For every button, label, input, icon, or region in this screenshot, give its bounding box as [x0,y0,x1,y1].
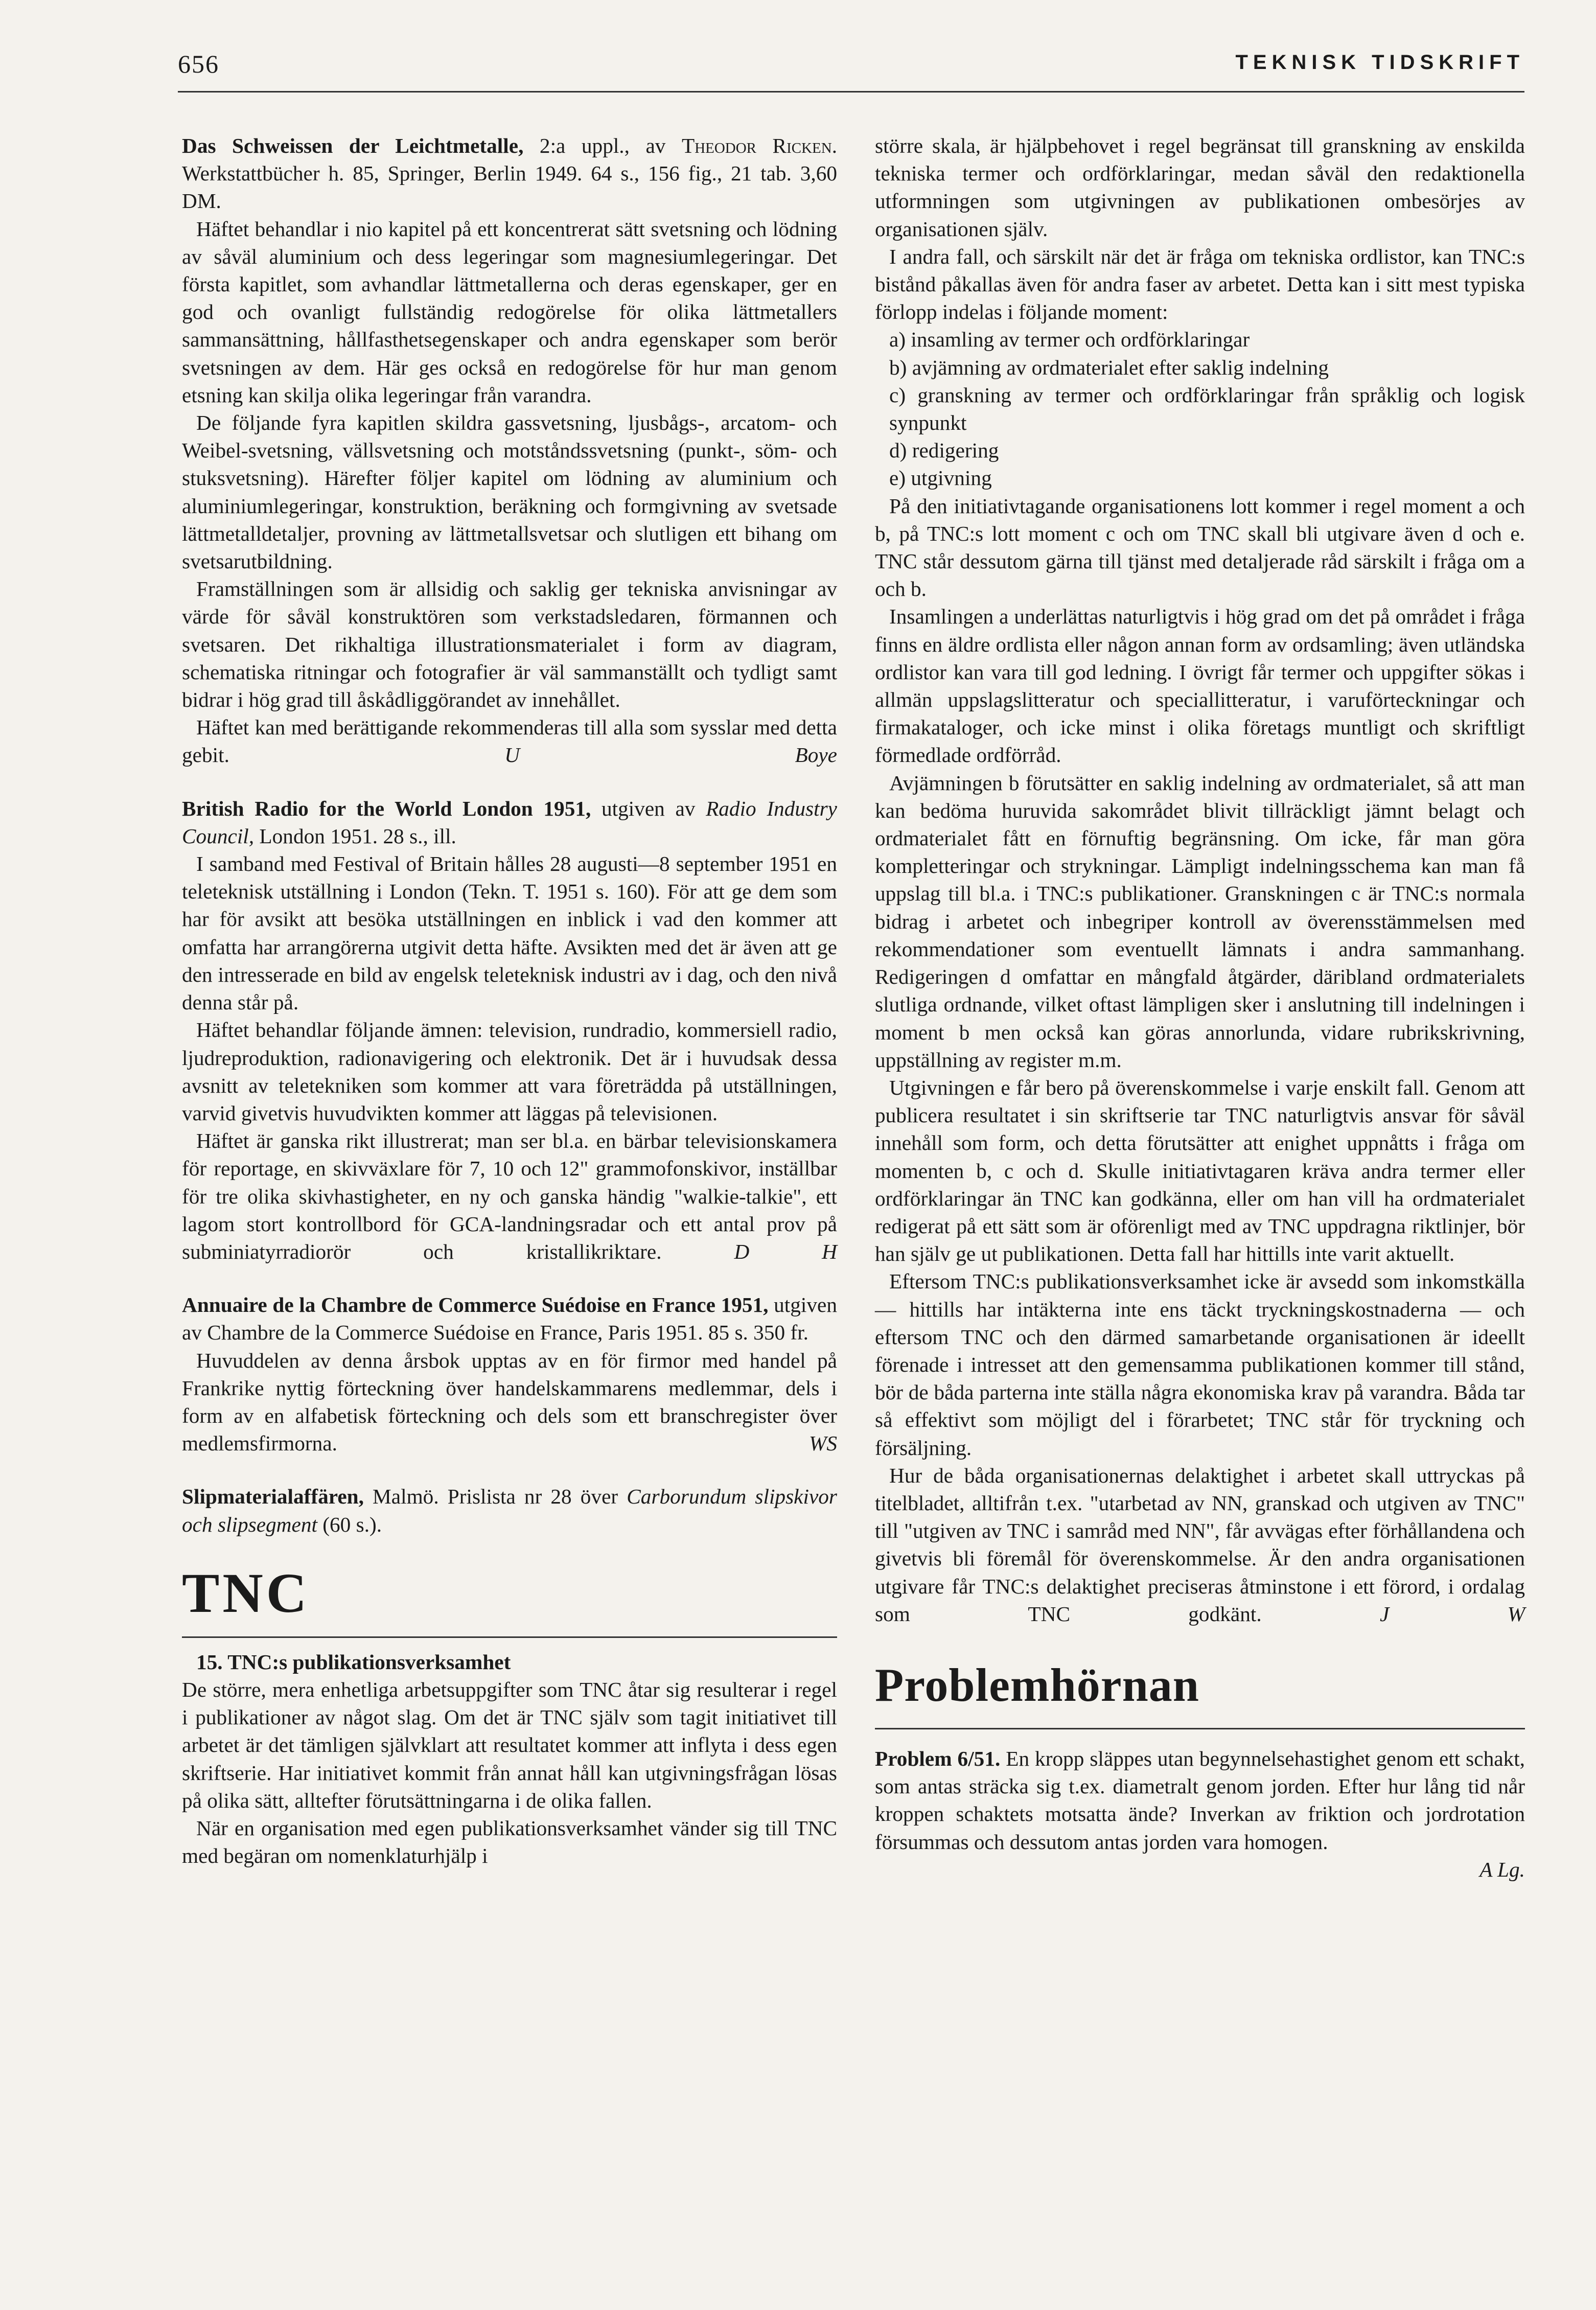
closing-paragraph [182,713,837,769]
paragraph: Utgivningen e får bero på överenskommelse i varje enskilt fall. Genom att publicera resultatet i sin skriftserie tar TNC naturligtvis ansvar för såväl innehåll som form, och detta förutsätter att enighet uppnåtts i fråga om momenten b, c och d. Skulle initiativtagaren kräva andra termer eller ordförklaringar än TNC kan godkänna, eller om han vill ha ordmaterialet redigerat på ett sätt som är oförenligt med av TNC uppdragna riktlinjer, bör han själv ge ut publikationen. Detta fall har hittills inte varit aktuellt. [875,1075,1525,1266]
review-british-radio [182,795,837,1265]
catalog-title: Carborundum slipskivor och slipsegment [182,1485,837,1536]
problem-text [875,1745,1525,1856]
publication-details: utgiven av Chambre de la Commerce Suédoise en France, Paris 1951. 85 s. 350 fr. [182,1293,837,1345]
problem-signature: A Lg. [1479,1857,1525,1881]
paragraph: De större, mera enhetliga arbetsuppgifter som TNC åtar sig resulterar i regel i publikationer av något slag. Om det är TNC själv som tagit initiativet till arbetet är det tämligen självklart att resultatet kommer att inflyta i dess egen skriftserie. Har initiativet kommit från annat håll kan utgivningsfrågan lösas på olika sätt, alltefter förutsättningarna i de olika fallen. [182,1677,837,1812]
publisher-name: Radio Industry Council, [182,796,837,848]
reviewer-signature: WS [808,1431,837,1456]
paragraph: större skala, är hjälpbehovet i regel begränsat till granskning av enskilda tekniska termer och ordförklaringar, medan såväl den redaktionella utformningen som utgivningen av publikationen ombesörjes av organisationen själv. [875,134,1525,241]
paragraph: Häftet behandlar i nio kapitel på ett koncentrerat sätt svetsning och lödning av såväl aluminium och dess legeringar som magnesiumlegeringar. Det första kapitlet, som avhandlar lättmetallerna och deras egenskaper, ger en god och ovanligt fullständig redogörelse för olika lättmetallers sammansättning, hållfasthetsegenskaper och andra egenskaper som berör svetsningen av dem. Här ges också en redogörelse för hur man genom etsning kan skilja olika legeringar från varandra. [182,217,837,407]
closing-paragraph [182,1347,837,1458]
list-item: e) utgivning [889,466,992,490]
lead-text: utgiven av [591,796,706,820]
list-item: b) avjämning av ordmaterialet efter saklig indelning [889,355,1329,379]
paragraph-text: Häftet är ganska rikt illustrerat; man ser bl.a. en bärbar televisionskamera för reportage, en skivväxlare för 7, 10 och 12" grammofonskivor, inställbar för tre olika skivhastigheter, en ny och ganska händig "walkie-talkie", ett lagom stort kontrollbord för GCA-landningsradar och ett antal prov på subminiatyrradiorör och kristallikriktare. [182,1129,837,1263]
review-header [182,795,837,850]
closing-paragraph [182,1127,837,1265]
paragraph-text: Huvuddelen av denna årsbok upptas av en för firmor med handel på Frankrike nyttig förteckning över handelskammarens medlemmar, dels i form av en alfabetisk förteckning och dels som ett branschregister över medlemsfirmorna. [182,1348,837,1456]
publication-tail: (60 s.). [317,1512,382,1536]
section-number: 15. [196,1650,223,1674]
publication-details: Malmö. Prislista nr 28 över [363,1485,627,1509]
paragraph: Eftersom TNC:s publikationsverksamhet icke är avsedd som inkomstkälla — hittills har intäkterna inte ens täckt tryckningskostnaderna — och eftersom TNC och den därmed samarbetande organisationen är ideellt förenade i intresset att den gemensamma publikationen kommer till stånd, bör de båda parterna inte ställa några ekonomiska krav på varandra. Båda tar så effektivt som möjligt del i förarbetet; TNC står för tryckning och försäljning. [875,1269,1525,1460]
problem-corner-heading: Problemhörnan [875,1658,1199,1711]
book-title: Slipmaterialaffären, [182,1485,364,1509]
section-rule [875,1728,1525,1729]
subheading-text: TNC:s publikationsverksamhet [227,1650,511,1674]
author-signature: J W [1379,1602,1525,1626]
paragraph: De följande fyra kapitlen skildra gassvetsning, ljusbågs-, arcatom- och Weibel-svetsning, vällsvetsning och motståndssvetsning (punkt-, söm- och stuksvetsning). Härefter följer kapitel om lödning av aluminium och aluminiumlegeringar, konstruktion, beräkning och formgivning av svetsade lättmetalldetaljer, provning av lättmetallsvetsar och slutligen ett bihang om svetsarutbildning. [182,411,837,573]
paragraph: Häftet behandlar följande ämnen: television, rundradio, kommersiell radio, ljudreproduktion, radionavigering och elektronik. Det är i huvudsak dessa avsnitt av teletekniken som kommer att vara företrädda på utställningen, varvid givetvis huvudvikten kommer att läggas på televisionen. [182,1018,837,1125]
paragraph: När en organisation med egen publikationsverksamhet vänder sig till TNC med begäran om nomenklaturhjälp i [182,1816,837,1868]
book-title: British Radio for the World London 1951, [182,796,591,820]
paragraph: I andra fall, och särskilt när det är fråga om tekniska ordlistor, kan TNC:s bistånd påkallas även för andra faser av arbetet. Detta kan i sitt mest typiska förlopp indelas i följande moment: [875,244,1525,324]
list-item: c) granskning av termer och ordförklaringar från språklig och logisk synpunkt [889,383,1525,435]
page-number: 656 [178,50,219,78]
publication-details: . Werkstattbücher h. 85, Springer, Berlin 1949. 64 s., 156 fig., 21 tab. 3,60 DM. [182,134,838,213]
edition-text: 2:a uppl., av [523,134,682,157]
section-rule [182,1636,837,1638]
author-name: Theodor Ricken [681,134,832,157]
book-title: Das Schweissen der Leichtmetalle, [182,134,524,157]
reviewer-signature: U Boye [504,743,838,767]
paragraph-text: Hur de båda organisationernas delaktighet i arbetet skall uttryckas på titelbladet, alltifrån t.ex. "utarbetad av NN, granskad och utgiven av TNC" till "utgiven av TNC i samråd med NN", får avvägas efter förhållandena och givetvis bli föremål för överenskommelse. Är den andra organisationen utgivare får TNC:s delaktighet preciseras åtminstone i ett förord, i ordalag som TNC godkänt. [875,1463,1525,1626]
paragraph: Avjämningen b förutsätter en saklig indelning av ordmaterialet, så att man kan bedöma huruvida sakområdet blivit tillräckligt jämnt belagt och ordmaterialet fått en förnuftig begränsning. Om icke, får man göra kompletteringar och strykningar. Lämpligt indelningsschema kan man få uppslag till bl.a. i TNC:s publikationer. Granskningen c är TNC:s normala bidrag i arbetet och inbegriper kontroll av överensstämmelsen med rekommendationer som eventuellt lämnats i andra sammanhang. Redigeringen d omfattar en mångfald åtgärder, däribland ordmaterialets slutliga ordnande, vilket oftast lämpligen sker i anslutning till indelningen i moment b men också kan göras annorlunda, vidare rubrikskrivning, uppställning av register m.m. [875,771,1525,1072]
tnc-subheading [182,1648,837,1676]
moment-list [875,326,1525,492]
tnc-section-heading: TNC [182,1561,310,1624]
list-item: a) insamling av termer och ordförklaringar [889,328,1250,352]
problem-signature-line [875,1856,1525,1883]
journal-title: TEKNISK TIDSKRIFT [1235,51,1524,74]
header-rule [178,91,1524,93]
problem-body: En kropp släppes utan begynnelsehastighet genom ett schakt, som antas sträcka sig t.ex. diametralt genom jorden. Efter hur lång tid når kroppen schaktets motsatta ände? Inverkan av friktion och jordrotation försummas och dessutom antas jorden vara homogen. [875,1746,1525,1854]
right-column [875,132,1525,1883]
paragraph: Framställningen som är allsidig och saklig ger tekniska anvisningar av värde för såväl konstruktören som verkstadsledaren, förmannen och svetsaren. Det rikhaltiga illustrationsmaterialet i form av diagram, schematiska ritningar och fotografier är väl sammanställt och tydligt samt bidrar i hög grad till åskådliggörandet av innehållet. [182,577,837,712]
review-header [182,1291,837,1346]
review-schweissen [182,132,837,769]
problem-label: Problem 6/51. [875,1746,1001,1770]
spacer [182,1265,837,1291]
list-item: d) redigering [889,438,999,463]
review-header [182,132,837,215]
book-title: Annuaire de la Chambre de Commerce Suédoise en France 1951, [182,1293,769,1317]
paragraph: I samband med Festival of Britain hålles 28 augusti—8 september 1951 en teleteknisk utställning i London (Tekn. T. 1951 s. 160). För att ge dem som har för avsikt att besöka utställningen en inblick i vad den kommer att omfatta har arrangörerna utgivit detta häfte. Avsikten med det är även att ge den intresserade en bild av engelsk teleteknisk industri av i dag, och den nivå denna står på. [182,852,837,1014]
closing-paragraph [875,1462,1525,1628]
paragraph: På den initiativtagande organisationens lott kommer i regel moment a och b, på TNC:s lott moment c och om TNC skall bli utgivare även d och e. TNC står dessutom gärna till tjänst med detaljerade råd särskilt i fråga om a och b. [875,494,1525,601]
publication-details: London 1951. 28 s., ill. [254,824,456,848]
left-column [182,132,837,1869]
paragraph-text: Häftet kan med berättigande rekommenderas till alla som sysslar med detta gebit. [182,715,837,767]
review-header [182,1483,837,1538]
reviewer-signature: D H [734,1239,837,1263]
review-slipmaterial [182,1483,837,1538]
spacer [182,769,837,795]
review-annuaire [182,1291,837,1457]
paragraph: Insamlingen a underlättas naturligtvis i hög grad om det på området i fråga finns en äldre ordlista eller någon annan form av ordsamling; även utländska ordlistor kan vara till god ledning. I övrigt får termer och uppgifter sökas i allmän uppslagslitteratur och speciallitteratur, i varuförteckningar och firmakataloger, och icke minst i olika företags muntligt och skriftligt förmedlade ordförråd. [875,605,1525,767]
spacer [182,1457,837,1483]
